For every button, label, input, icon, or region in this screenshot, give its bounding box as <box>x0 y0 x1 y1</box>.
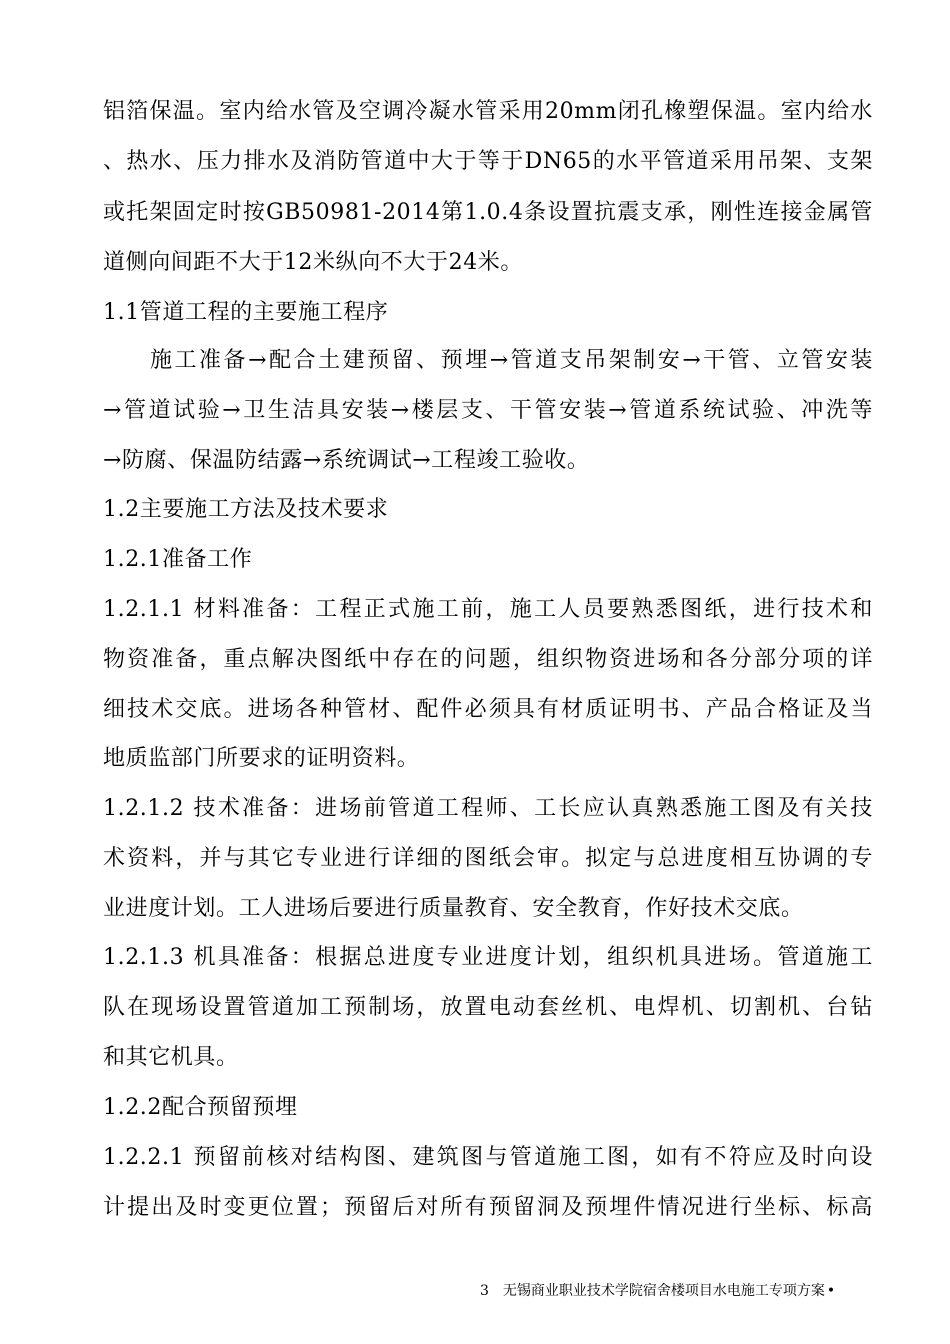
body-line-4: 道侧向间距不大于12米纵向不大于24米。 <box>103 250 523 275</box>
footer-dot: • <box>826 1283 836 1299</box>
body-line-12: 物资准备，重点解决图纸中存在的问题，组织物资进场和各分部分项的详 <box>103 647 873 672</box>
body-line-8: →防腐、保温防结露→系统调试→工程竣工验收。 <box>103 448 590 473</box>
footer-title: 无锡商业职业技术学院宿舍楼项目水电施工专项方案 <box>502 1283 825 1299</box>
body-line-14: 地质监部门所要求的证明资料。 <box>103 746 420 771</box>
body-line-1: 铝箔保温。室内给水管及空调冷凝水管采用20mm闭孔橡塑保温。室内给水 <box>103 99 873 124</box>
body-line-2: 、热水、压力排水及消防管道中大于等于DN65的水平管道采用吊架、支架 <box>103 149 873 174</box>
body-line-17: 业进度计划。工人进场后要进行质量教育、安全教育，作好技术交底。 <box>103 896 804 921</box>
body-line-3: 或托架固定时按GB50981-2014第1.0.4条设置抗震支承，刚性连接金属管 <box>103 200 873 225</box>
body-line-18: 1.2.1.3 机具准备：根据总进度专业进度计划，组织机具进场。管道施工 <box>103 945 873 970</box>
body-line-19: 队在现场设置管道加工预制场，放置电动套丝机、电焊机、切割机、台钻 <box>103 995 873 1020</box>
body-line-22: 1.2.2.1 预留前核对结构图、建筑图与管道施工图，如有不符应及时向设 <box>103 1145 873 1170</box>
body-line-11: 1.2.1.1 材料准备：工程正式施工前，施工人员要熟悉图纸，进行技术和 <box>103 597 873 622</box>
body-line-15: 1.2.1.2 技术准备：进场前管道工程师、工长应认真熟悉施工图及有关技 <box>103 796 873 821</box>
body-line-7: →管道试验→卫生洁具安装→楼层支、干管安装→管道系统试验、冲洗等 <box>103 398 873 423</box>
body-line-16: 术资料，并与其它专业进行详细的图纸会审。拟定与总进度相互协调的专 <box>103 846 873 871</box>
body-line-20: 和其它机具。 <box>103 1045 239 1070</box>
section-heading-1-2-1: 1.2.1准备工作 <box>103 547 253 572</box>
body-line-13: 细技术交底。进场各种管材、配件必须具有材质证明书、产品合格证及当 <box>103 697 873 722</box>
body-line-23: 计提出及时变更位置；预留后对所有预留洞及预埋件情况进行坐标、标高 <box>103 1195 873 1220</box>
body-line-6: 施工准备→配合土建预留、预埋→管道支吊架制安→干管、立管安装 <box>150 348 873 373</box>
section-heading-1-2-2: 1.2.2配合预留预埋 <box>103 1095 298 1120</box>
page-footer <box>480 1281 835 1301</box>
page-number: 3 <box>480 1283 489 1299</box>
section-heading-1-2: 1.2主要施工方法及技术要求 <box>103 497 389 522</box>
section-heading-1-1: 1.1管道工程的主要施工程序 <box>103 300 389 325</box>
